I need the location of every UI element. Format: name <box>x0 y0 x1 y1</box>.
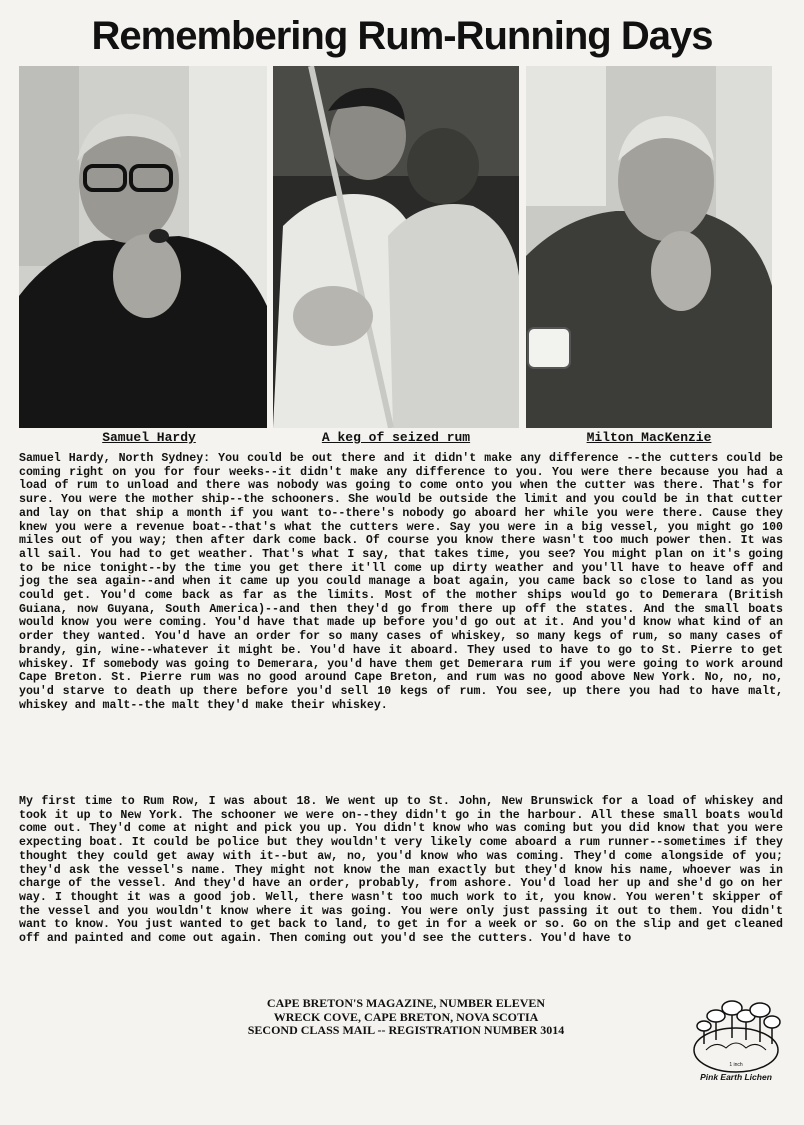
lichen-label: Pink Earth Lichen <box>700 1072 772 1082</box>
footer-line: SECOND CLASS MAIL -- REGISTRATION NUMBER 3014 <box>247 1023 565 1037</box>
photo-milton-mackenzie <box>526 66 772 428</box>
interview-paragraph: Samuel Hardy, North Sydney: You could be out there and it didn't make any difference --the cutters could be coming right on you for four weeks--it didn't make any difference to you. You were there because you had a load of rum to unload and there was nobody was going to come onto you when the cutter was there. That's for sure. You were the mother ship--the schooners. She would be outside the limit and you could be in that cutter and lay on that ship a month if you want to--there's nobody go aboard her while you were there. Cause they knew you were a revenue boat--that's what the cutters were. Say you were in a big vessel, you might go 100 miles out of you way; then after dark come back. Of course you know there wasn't too much power then. It was all sail. You had to get weather. That's what I say, that takes time, you see? You might plan on it's going to be nice tonight--by the time you get there it'll come up dirty weather and you'll have to heave off and jog the sea again--and when it came up you could manage a boat again, you came back so close to land as you could get. You'd come back as far as the limits. Most of the mother ships would go to Demerara (British Guiana, now Guyana, South America)--and then they'd go from there up off the states. And the small boats would know you were coming. You'd have that made up before you'd go out at it. And you'd know what kind of an order they wanted. You'd have an order for so many cases of whiskey, so many kegs of rum, so many cases of brandy, gin, wine--whatever it might be. You'd have it aboard. They used to have to go to St. Pierre to get whiskey. If somebody was going to Demerara, you'd have them get Demerara rum if you were going to work around Cape Breton. St. Pierre rum was no good around Cape Breton, and rum was no good above New York. No, no, no, you'd starve to death up there before you'd sell 10 kegs of rum. You see, up there you had to have malt, whiskey and malt--the malt they'd make their whiskey. <box>19 452 783 712</box>
caption-milton-mackenzie: Milton MacKenzie <box>586 430 712 445</box>
caption-samuel-hardy: Samuel Hardy <box>102 430 196 445</box>
page-title: Remembering Rum-Running Days <box>91 14 713 58</box>
scale-label: 1 inch <box>729 1062 743 1068</box>
footer-line: CAPE BRETON'S MAGAZINE, NUMBER ELEVEN <box>266 996 546 1010</box>
photo-samuel-hardy <box>19 66 267 428</box>
photo-keg-seized-rum <box>273 66 519 428</box>
footer-line: WRECK COVE, CAPE BRETON, NOVA SCOTIA <box>273 1009 539 1024</box>
caption-keg-seized-rum: A keg of seized rum <box>321 430 471 445</box>
interview-paragraph: My first time to Rum Row, I was about 18. We went up to St. John, New Brunswick for a load of whiskey and took it up to New York. The schooner we were on--they didn't go in the harbour. All these small boats would come out. They'd come at night and pick you up. You didn't know who was coming but you did know that you were expecting boat. It could be police but they wouldn't very likely come aboard a rum runner--sometimes if they thought they could get away with it--but aw, no, you'd know who was coming. They'd come alongside of you; they'd ask the vessel's name. They might not know the man exactly but they'd know his name, whoever was in charge of the vessel. And they'd have an order, probably, from ashore. You'd load her up and she'd go on her way. I thought it was a good job. Well, there wasn't too much work to it, you know. You weren't skipper of the vessel and you wouldn't know where it was going. You were only just passing it out to them. You didn't want to know. You just wanted to get back to land, to get in for a week or so. Go on the slip and get cleaned off and painted and come out again. Then coming out you'd see the cutters. You'd have to <box>19 795 783 946</box>
magazine-mailing-info <box>196 997 616 1038</box>
